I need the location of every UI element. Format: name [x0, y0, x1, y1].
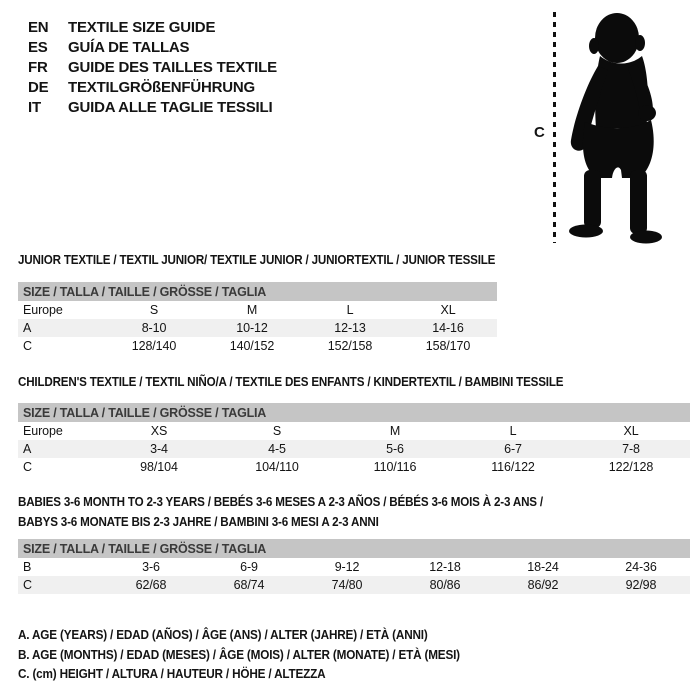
babies-table-title: [18, 492, 543, 532]
size-cell: 24-36: [625, 560, 657, 574]
size-cell: 14-16: [432, 321, 464, 335]
language-label: GUÍA DE TALLAS: [68, 39, 190, 56]
size-cell: 62/68: [135, 578, 167, 592]
size-cell: 98/104: [140, 460, 178, 474]
legend-line-a: A. AGE (YEARS) / EDAD (AÑOS) / ÂGE (ANS) / ALTER (JAHRE) / ETÀ (ANNI): [18, 628, 428, 642]
language-row-es: [28, 38, 277, 58]
size-cell: XS: [150, 424, 168, 438]
language-code: IT: [28, 99, 41, 116]
table-row-months: [18, 558, 690, 576]
row-label-cell: C: [23, 339, 32, 353]
size-cell: 152/158: [327, 339, 373, 353]
size-cell: 104/110: [255, 460, 299, 474]
size-cell: 8-10: [141, 321, 167, 335]
size-cell: 140/152: [229, 339, 275, 353]
size-cell: 92/98: [625, 578, 657, 592]
size-cell: 68/74: [233, 578, 265, 592]
size-cell: 12-18: [429, 560, 461, 574]
size-cell: 3-4: [150, 442, 168, 456]
row-label-cell: C: [23, 578, 32, 592]
legend-line-b: B. AGE (MONTHS) / EDAD (MESES) / ÂGE (MOIS) / ALTER (MONATE) / ETÀ (MESI): [18, 647, 460, 662]
size-cell: M: [389, 424, 401, 438]
size-cell: XL: [623, 424, 639, 438]
size-cell: S: [149, 303, 159, 317]
height-dashed-line: [553, 12, 556, 243]
table-row-age: [18, 319, 497, 337]
language-list: [28, 18, 277, 118]
size-cell: 158/170: [425, 339, 471, 353]
legend-line-c: C. (cm) HEIGHT / ALTURA / HAUTEUR / HÖHE / ALTEZZA: [18, 667, 326, 681]
legend: [18, 626, 460, 685]
size-cell: M: [246, 303, 258, 317]
size-cell: 4-5: [268, 442, 286, 456]
childrens-size-header-bar: SIZE / TALLA / TAILLE / GRÖSSE / TAGLIA: [18, 403, 690, 422]
language-row-de: [28, 78, 277, 98]
table-row-height: [18, 458, 690, 476]
junior-size-header-bar: SIZE / TALLA / TAILLE / GRÖSSE / TAGLIA: [18, 282, 497, 301]
table-row-height: [18, 576, 690, 594]
size-cell: 18-24: [527, 560, 559, 574]
row-label-cell: Europe: [23, 424, 63, 438]
size-cell: 80/86: [429, 578, 461, 592]
language-code: ES: [28, 39, 48, 56]
size-cell: 5-6: [386, 442, 404, 456]
size-cell: 12-13: [334, 321, 366, 335]
language-code: EN: [28, 19, 49, 36]
table-row-europe: [18, 301, 497, 319]
language-label: GUIDE DES TAILLES TEXTILE: [68, 59, 277, 76]
junior-size-table: [18, 301, 497, 355]
row-label-cell: A: [23, 321, 32, 335]
row-label-cell: Europe: [23, 303, 63, 317]
size-cell: 10-12: [236, 321, 268, 335]
table-row-height: [18, 337, 497, 355]
size-cell: L: [346, 303, 354, 317]
size-cell: 128/140: [131, 339, 177, 353]
language-row-en: [28, 18, 277, 38]
table-row-europe: [18, 422, 690, 440]
size-cell: 6-7: [504, 442, 522, 456]
size-cell: XL: [440, 303, 456, 317]
childrens-table-title: CHILDREN'S TEXTILE / TEXTIL NIÑO/A / TEXTILE DES ENFANTS / KINDERTEXTIL / BAMBINI TESSILE: [18, 375, 564, 389]
babies-size-table: [18, 558, 690, 594]
table-row-age: [18, 440, 690, 458]
size-cell: 110/116: [373, 460, 417, 474]
row-label-cell: A: [23, 442, 32, 456]
size-cell: 74/80: [331, 578, 363, 592]
size-cell: 7-8: [622, 442, 640, 456]
babies-title-line2: BABYS 3-6 MONATE BIS 2-3 JAHRE / BAMBINI 3-6 MESI A 2-3 ANNI: [18, 515, 379, 529]
language-label: GUIDA ALLE TAGLIE TESSILI: [68, 99, 273, 116]
language-label: TEXTILE SIZE GUIDE: [68, 19, 216, 36]
language-code: DE: [28, 79, 49, 96]
language-row-it: [28, 98, 277, 118]
language-row-fr: [28, 58, 277, 78]
size-cell: 3-6: [142, 560, 160, 574]
babies-title-line1: BABIES 3-6 MONTH TO 2-3 YEARS / BEBÉS 3-6 MESES A 2-3 AÑOS / BÉBÉS 3-6 MOIS À 2-3 ANS /: [18, 495, 543, 509]
language-code: FR: [28, 59, 48, 76]
size-cell: S: [272, 424, 282, 438]
childrens-size-table: [18, 422, 690, 476]
size-cell: 116/122: [491, 460, 535, 474]
size-cell: 122/128: [608, 460, 654, 474]
babies-size-header-bar: SIZE / TALLA / TAILLE / GRÖSSE / TAGLIA: [18, 539, 690, 558]
row-label-cell: C: [23, 460, 32, 474]
height-label-c: C: [534, 124, 545, 141]
size-cell: 9-12: [334, 560, 360, 574]
size-cell: 6-9: [240, 560, 258, 574]
row-label-cell: B: [23, 560, 32, 574]
size-cell: L: [509, 424, 517, 438]
toddler-silhouette-icon: [560, 10, 668, 244]
size-cell: 86/92: [527, 578, 559, 592]
language-label: TEXTILGRÖßENFÜHRUNG: [68, 79, 256, 96]
junior-table-title: JUNIOR TEXTILE / TEXTIL JUNIOR/ TEXTILE JUNIOR / JUNIORTEXTIL / JUNIOR TESSILE: [18, 253, 496, 267]
